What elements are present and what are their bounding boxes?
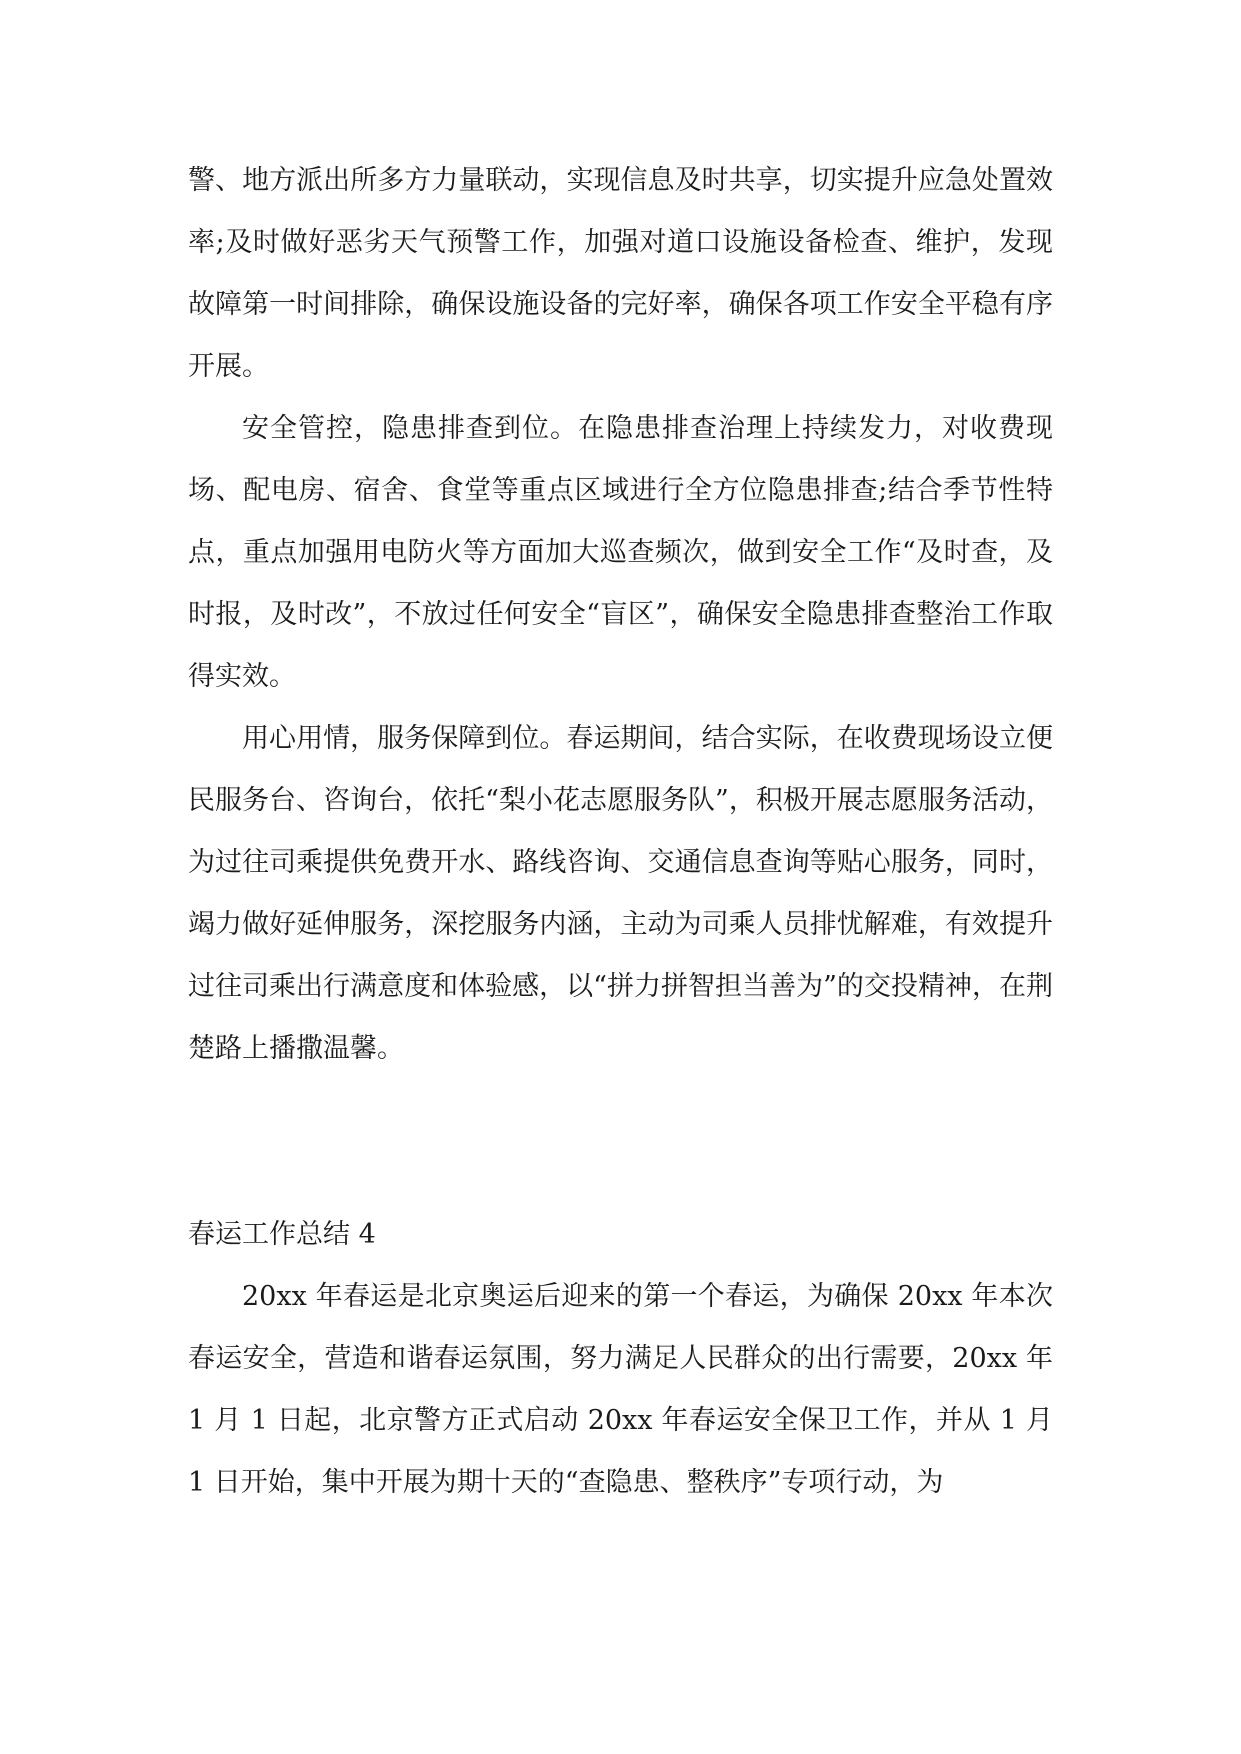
paragraph-continuation: 警、地方派出所多方力量联动，实现信息及时共享，切实提升应急处置效率;及时做好恶劣天气预警工作，加强对道口设施设备检查、维护，发现故障第一时间排除，确保设施设备的完好率，确保各项工作安全平稳有序开展。 — [188, 165, 1053, 382]
section-title: 春运工作总结 4 — [188, 1219, 376, 1250]
paragraph-safety-control: 安全管控，隐患排查到位。在隐患排查治理上持续发力，对收费现场、配电房、宿舍、食堂等重点区域进行全方位隐患排查;结合季节性特点，重点加强用电防火等方面加大巡查频次，做到安全工作“及时查，及时报，及时改”，不放过任何安全“盲区”，确保安全隐患排查整治工作取得实效。 — [188, 413, 1053, 692]
document-body — [188, 150, 1053, 1514]
paragraph-service-guarantee: 用心用情，服务保障到位。春运期间，结合实际，在收费现场设立便民服务台、咨询台，依托“梨小花志愿服务队”，积极开展志愿服务活动，为过往司乘提供免费开水、路线咨询、交通信息查询等贴心服务，同时，竭力做好延伸服务，深挖服务内涵，主动为司乘人员排忧解难，有效提升过往司乘出行满意度和体验感，以“拼力拼智担当善为”的交投精神，在荆楚路上播撒温馨。 — [188, 723, 1053, 1064]
paragraph-section-intro: 20xx 年春运是北京奥运后迎来的第一个春运，为确保 20xx 年本次春运安全，营造和谐春运氛围，努力满足人民群众的出行需要，20xx 年 1 月 1 日起，北京警方正式启动 20xx 年春运安全保卫工作，并从 1 月 1 日开始，集中开展为期十天的“查隐患、整秩序”专项行动，为 — [188, 1281, 1053, 1498]
